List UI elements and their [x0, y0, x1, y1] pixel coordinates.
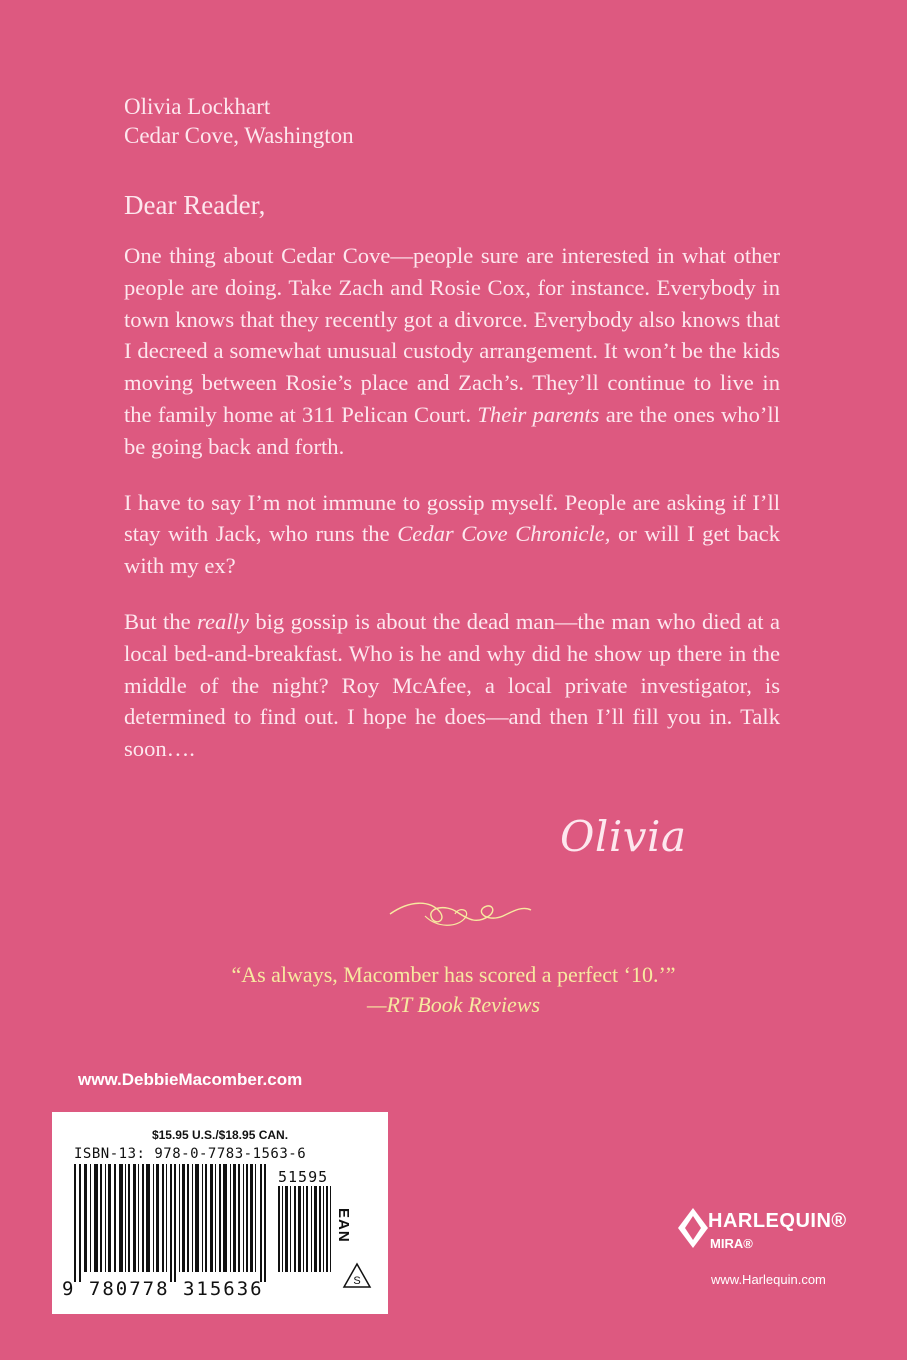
- paragraph-3-text-a: But the: [124, 608, 198, 634]
- paragraph-2: [124, 487, 780, 582]
- paragraph-2-emphasis: Cedar Cove Chronicle,: [397, 521, 611, 547]
- quote-text: “As always, Macomber has scored a perfect ‘10.’”: [231, 962, 676, 987]
- quote-attribution: —RT Book Reviews: [366, 992, 541, 1017]
- paragraph-2-text-a: I have to say I’m not immune to gossip myself. People are asking if I’ll stay with Jack, who runs the: [124, 489, 780, 547]
- sender-location: Cedar Cove, Washington: [124, 123, 354, 148]
- paragraph-1-text-b: are the ones who’ll be going back and forth.: [124, 401, 780, 459]
- author-website: www.DebbieMacomber.com: [78, 1070, 303, 1089]
- paragraph-1-text-a: One thing about Cedar Cove—people sure are interested in what other people are doing. Take Zach and Rosie Cox, for instance. Everybody in town knows that they recently got a divorce. Everybody also knows that I decreed a somewhat unusual custody arrangement. It won’t be the kids moving between Rosie’s place and Zach’s. They’ll continue to live in the family home at 311 Pelican Court.: [124, 243, 780, 427]
- ean-label: EAN: [335, 1208, 352, 1243]
- review-quote: [0, 960, 907, 1020]
- price-label: $15.95 U.S./$18.95 CAN.: [151, 1128, 289, 1142]
- sender-name: Olivia Lockhart: [124, 94, 271, 119]
- publisher-logo: [676, 1200, 876, 1300]
- harlequin-wordmark: HARLEQUIN®: [708, 1210, 847, 1232]
- recycle-triangle-icon: [342, 1262, 372, 1290]
- paragraph-3-emphasis: really: [197, 608, 249, 634]
- paragraph-3-text-b: big gossip is about the dead man—the man who died at a local bed-and-breakfast. Who is he and why did he show up there in the middle of the night? Roy McAfee, a local private investigator, is determined to find out. I hope he does—and then I’ll fill you in. Talk soon….: [124, 608, 780, 762]
- paragraph-1: [124, 240, 780, 463]
- ean-number: 9 780778 315636: [62, 1278, 264, 1300]
- svg-text:S: S: [353, 1275, 361, 1287]
- signature: Olivia: [560, 812, 687, 861]
- flourish-ornament-icon: [385, 892, 535, 934]
- paragraph-2-text-b: or will I get back with my ex?: [124, 521, 780, 579]
- mira-imprint: MIRA®: [710, 1236, 753, 1251]
- harlequin-diamond-icon: [676, 1206, 710, 1250]
- salutation: Dear Reader,: [124, 190, 266, 220]
- barcode-panel: [52, 1112, 388, 1314]
- letter-header: [124, 92, 354, 150]
- addon-number: 51595: [278, 1168, 329, 1186]
- paragraph-1-emphasis: Their parents: [477, 401, 600, 427]
- letter-body: [124, 240, 780, 789]
- paragraph-3: [124, 606, 780, 765]
- isbn-label: ISBN-13: 978-0-7783-1563-6: [74, 1146, 307, 1162]
- publisher-url: www.Harlequin.com: [711, 1272, 826, 1287]
